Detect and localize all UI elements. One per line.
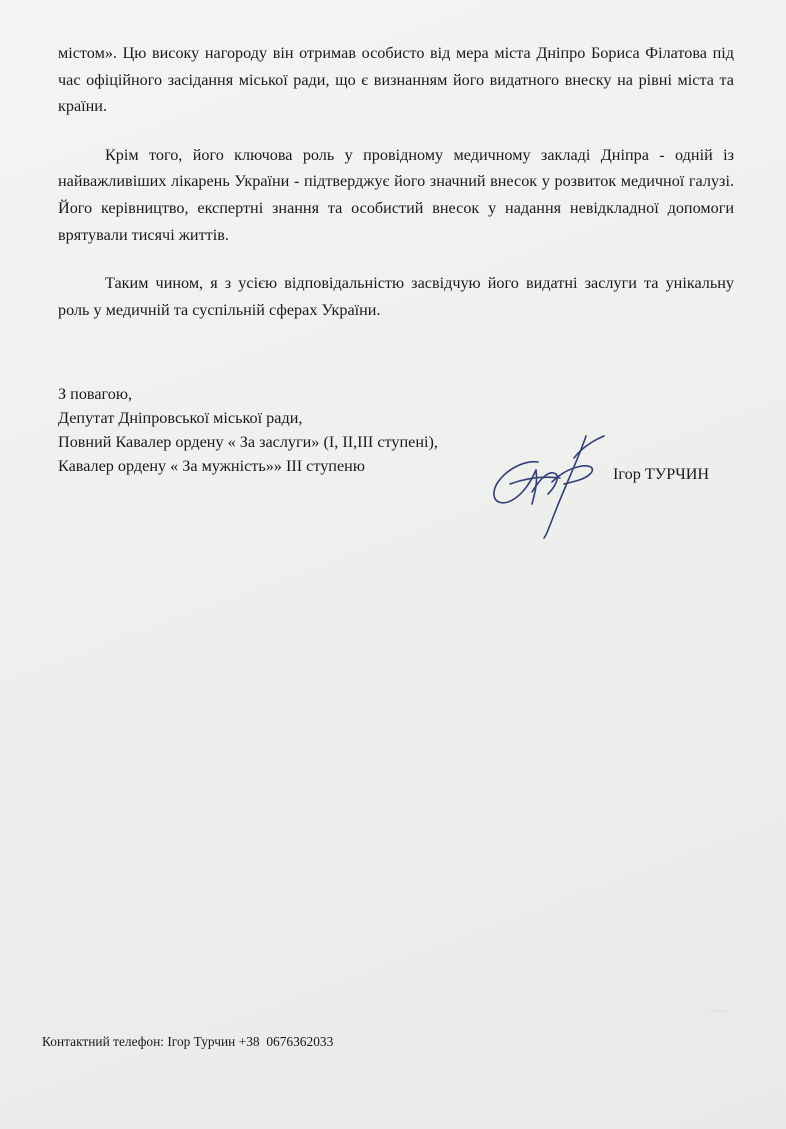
paragraph-conclusion: Таким чином, я з усією відповідальністю засвідчую його видатні заслуги та унікальну роль у медичній та суспільній сферах України. [58,274,734,319]
signer-name: Ігор ТУРЧИН [613,465,710,483]
letter-body [58,40,734,323]
contact-line [42,1034,333,1050]
paragraph-awards: містом». Цю високу нагороду він отримав особисто від мера міста Дніпро Бориса Філатова під час офіційного засідання міської ради, що є визнанням його видатного внеску на рівні міста та країни. [58,44,734,116]
signer-title-deputy: Депутат Дніпровської міської ради, [58,409,303,427]
signer-title-order-courage: Кавалер ордену « За мужність»» III ступеню [58,457,365,475]
salutation: З повагою, [58,385,132,403]
paragraph-medical-role: Крім того, його ключова роль у провідному медичному закладі Дніпра - одній із найважливіших лікарень України - підтверджує його значний внесок у розвиток медичної галузі. Його керівництво, експертні знання та особистий внесок у надання невідкладної допомоги врятували тисячі життів. [58,145,734,244]
contact-name: Ігор Турчин [167,1034,236,1049]
contact-phone: +38 0676362033 [238,1034,334,1049]
closing-block [58,382,438,478]
handwritten-signature [486,430,616,540]
signer-title-order-merit: Повний Кавалер ордену « За заслуги» (I, II,III ступені), [58,433,438,451]
contact-label: Контактний телефон: [42,1034,164,1049]
paper-crease [707,1010,731,1023]
